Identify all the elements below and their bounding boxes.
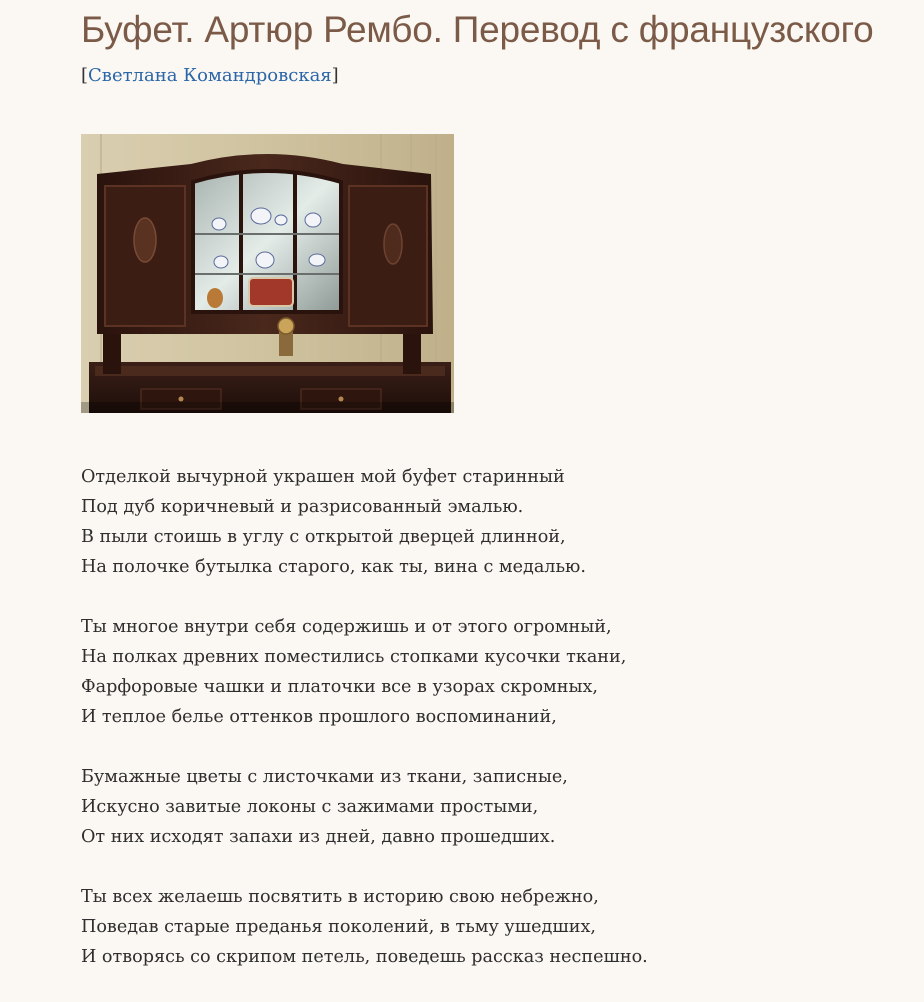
sideboard-photo: [81, 134, 454, 413]
poem-line: И теплое белье оттенков прошлого воспоминаний,: [81, 707, 557, 727]
poem-line: Под дуб коричневый и разрисованный эмалью.: [81, 497, 524, 517]
poem: [81, 462, 648, 1002]
byline-close-bracket: ]: [331, 65, 339, 86]
author-link[interactable]: Светлана Командровская: [88, 65, 332, 86]
byline: [81, 65, 339, 86]
poem-line: Бумажные цветы с листочками из ткани, записные,: [81, 767, 568, 787]
poem-line: От них исходят запахи из дней, давно прошедших.: [81, 827, 556, 847]
poem-line: И отворясь со скрипом петель, поведешь рассказ неспешно.: [81, 947, 648, 967]
poem-line: Поведав старые преданья поколений, в тьму ушедших,: [81, 917, 596, 937]
poem-line: Отделкой вычурной украшен мой буфет старинный: [81, 467, 565, 487]
poem-line: На полках древних поместились стопками кусочки ткани,: [81, 647, 627, 667]
stanza-2: [81, 612, 648, 732]
poem-line: Искусно завитые локоны с зажимами простыми,: [81, 797, 539, 817]
poem-line: В пыли стоишь в углу с открытой дверцей длинной,: [81, 527, 566, 547]
page-title: Буфет. Артюр Рембо. Перевод с французского: [81, 9, 874, 50]
poem-line: Фарфоровые чашки и платочки все в узорах скромных,: [81, 677, 598, 697]
poem-line: Ты всех желаешь посвятить в историю свою небрежно,: [81, 887, 599, 907]
poem-line: Ты многое внутри себя содержишь и от этого огромный,: [81, 617, 612, 637]
stanza-3: [81, 762, 648, 852]
stanza-4: [81, 882, 648, 972]
poem-line: На полочке бутылка старого, как ты, вина с медалью.: [81, 557, 586, 577]
stanza-1: [81, 462, 648, 582]
byline-open-bracket: [: [81, 65, 89, 86]
